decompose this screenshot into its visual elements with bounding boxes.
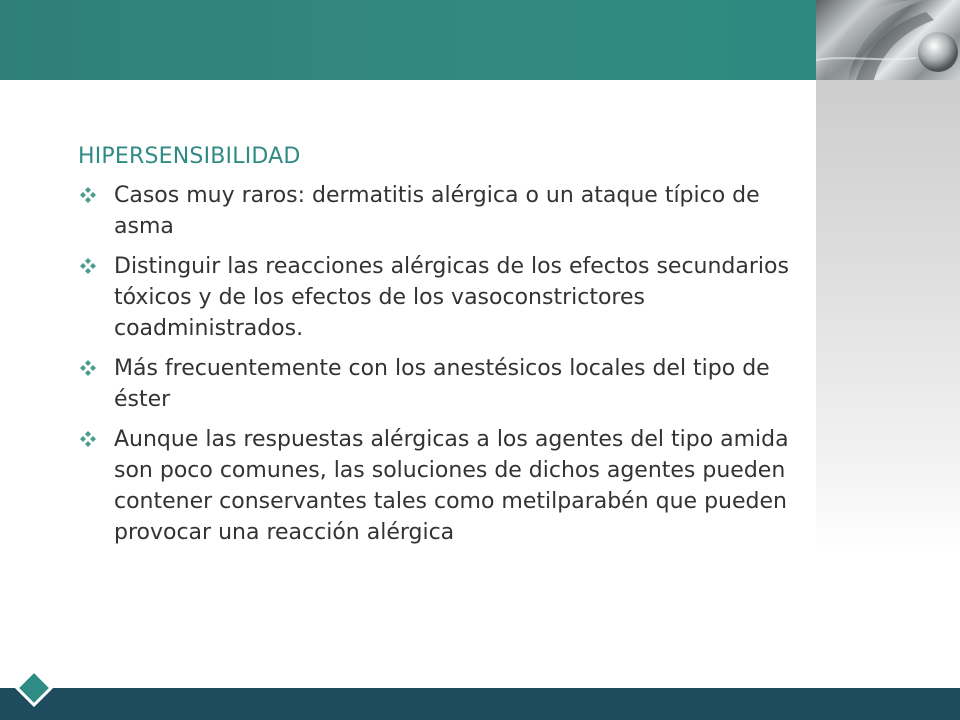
list-item — [78, 251, 816, 344]
four-diamond-bullet-icon — [80, 431, 96, 447]
bullet-text: Más frecuentemente con los anestésicos locales del tipo de éster — [114, 356, 770, 412]
list-item — [78, 180, 816, 242]
bullet-text: Casos muy raros: dermatitis alérgica o un ataque típico de asma — [114, 183, 760, 239]
header-band — [0, 0, 816, 80]
metallic-corner-graphic — [816, 0, 960, 80]
list-item — [78, 353, 816, 415]
bullet-text: Aunque las respuestas alérgicas a los agentes del tipo amida son poco comunes, las soluciones de dichos agentes pueden contener conservantes tales como metilparabén que pueden provocar una reacción alérgica — [114, 427, 789, 545]
corner-graphic-art — [816, 0, 960, 80]
four-diamond-bullet-icon — [80, 187, 96, 203]
bullet-list — [78, 180, 816, 548]
footer-band — [0, 688, 960, 720]
slide-content — [78, 142, 816, 557]
four-diamond-bullet-icon — [80, 258, 96, 274]
bullet-text: Distinguir las reacciones alérgicas de los efectos secundarios tóxicos y de los efectos de los vasoconstrictores coadministrados. — [114, 254, 789, 341]
four-diamond-bullet-icon — [80, 360, 96, 376]
list-item — [78, 424, 816, 548]
side-gradient-panel — [816, 80, 960, 555]
diamond-logo-icon — [15, 669, 53, 707]
slide-title: HIPERSENSIBILIDAD — [78, 144, 301, 169]
